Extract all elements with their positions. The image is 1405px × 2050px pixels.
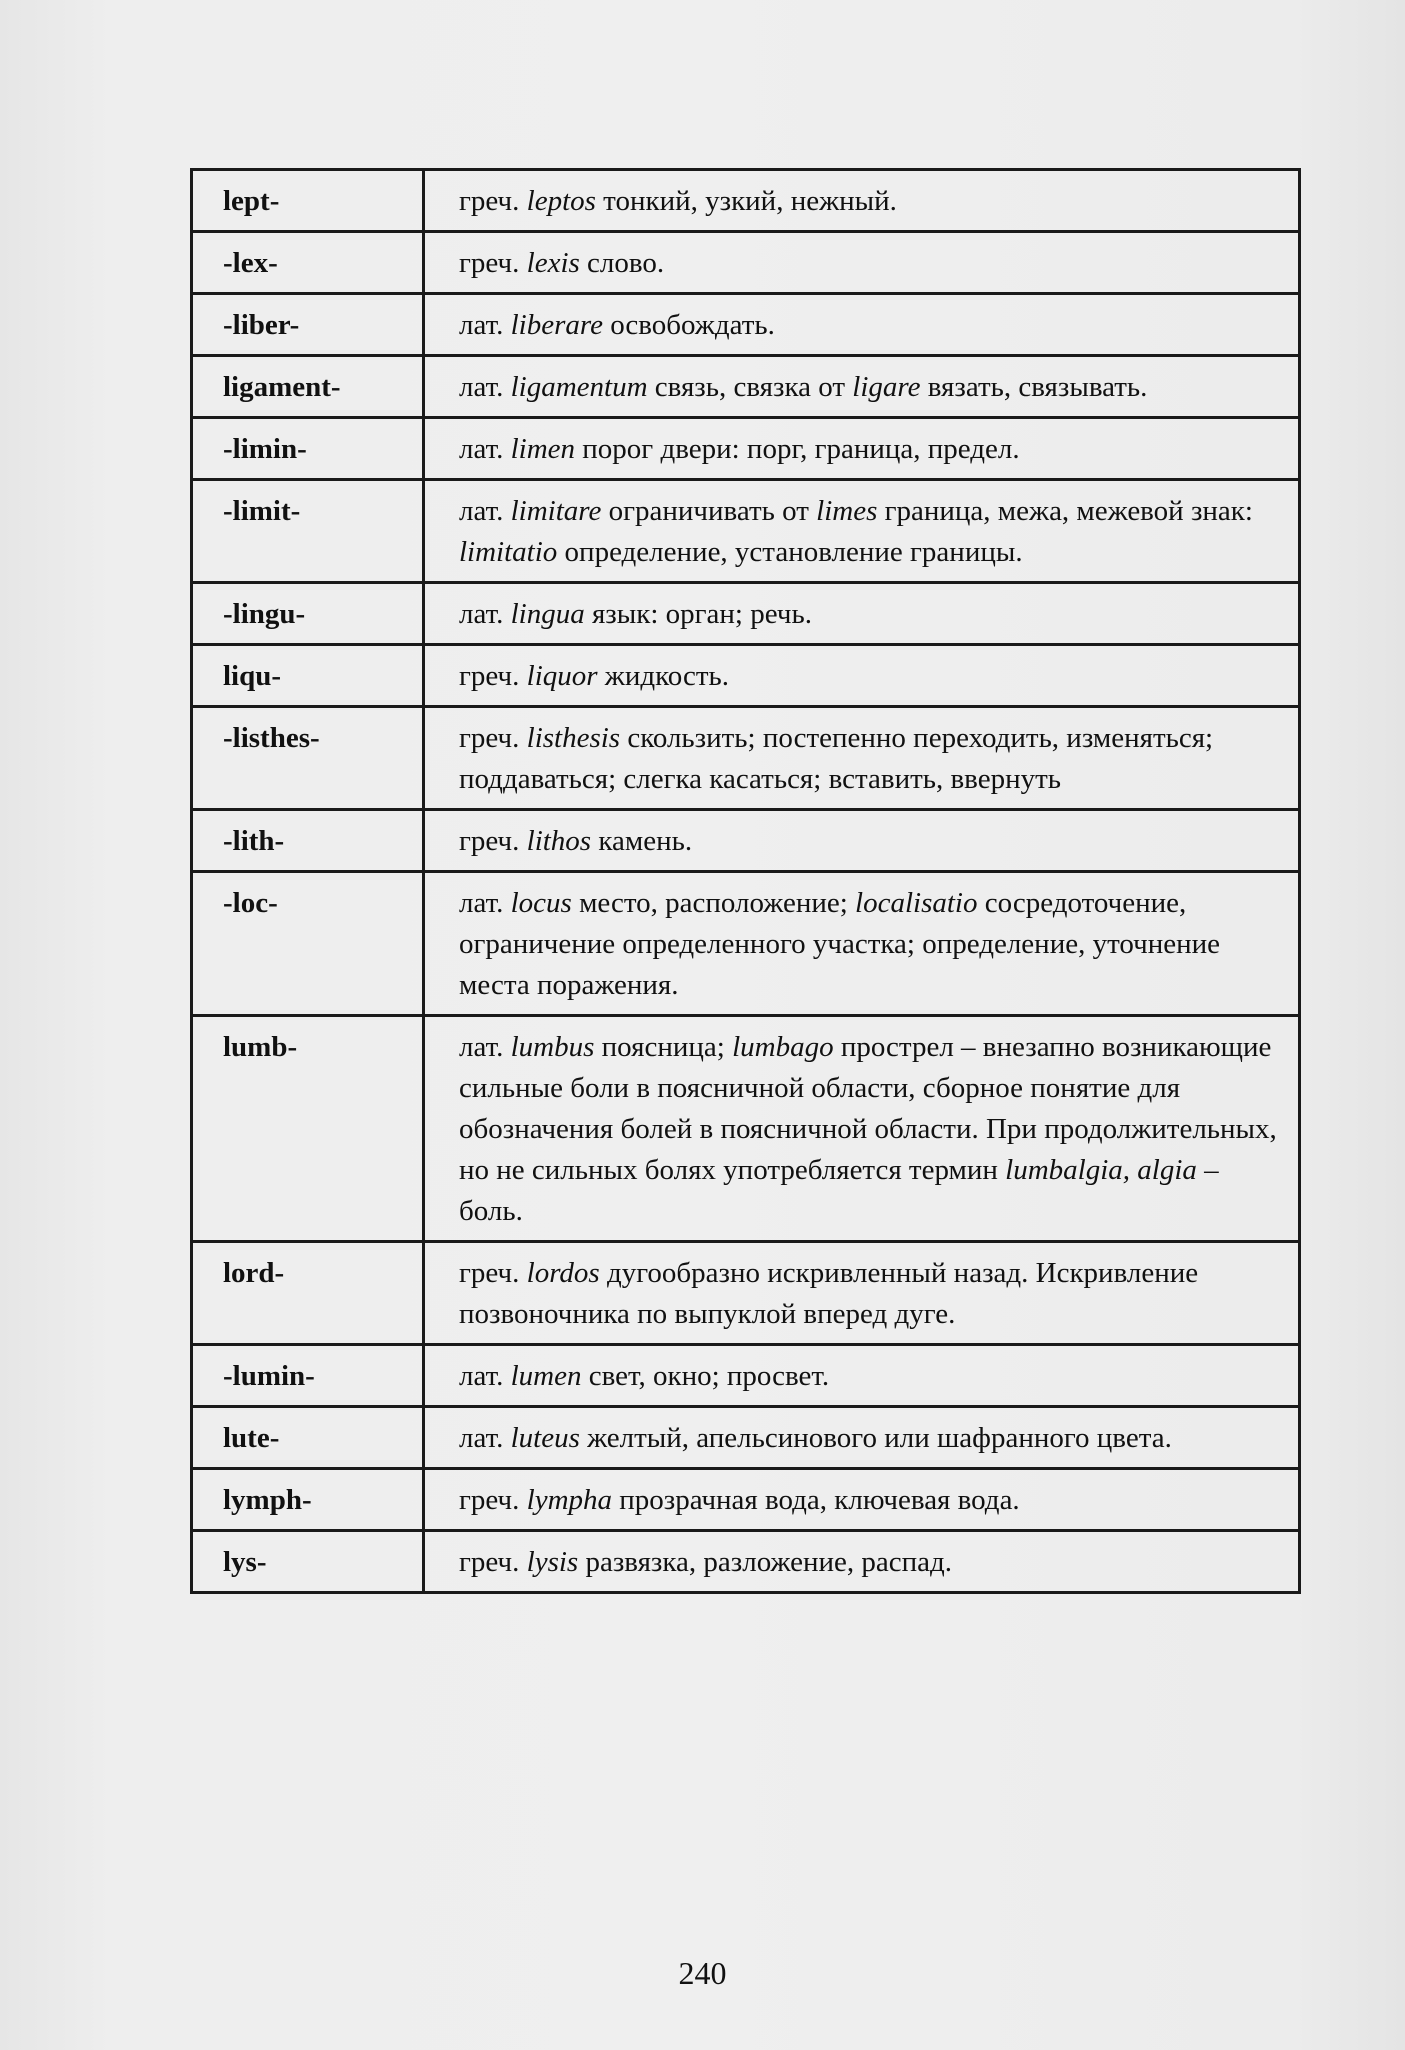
table-row <box>192 294 1300 356</box>
definition-text: греч. <box>459 722 527 754</box>
definition-italic-word: algia <box>1137 1154 1197 1186</box>
definition-cell <box>424 480 1300 583</box>
term-cell: -lex- <box>192 232 424 294</box>
term-cell: -lingu- <box>192 583 424 645</box>
definition-text: лат. <box>459 495 511 527</box>
definition-text: поясница; <box>594 1031 733 1063</box>
definition-cell <box>424 294 1300 356</box>
term-cell: lord- <box>192 1242 424 1345</box>
definition-italic-word: lumbago <box>732 1031 834 1063</box>
definition-text: лат. <box>459 371 511 403</box>
definition-text: лат. <box>459 887 511 919</box>
term-cell: -loc- <box>192 872 424 1016</box>
definition-text: тонкий, узкий, нежный. <box>595 185 897 217</box>
definition-cell <box>424 1469 1300 1531</box>
definition-cell <box>424 418 1300 480</box>
table-row <box>192 170 1300 232</box>
definition-text: определение, установление границы. <box>557 536 1023 568</box>
definition-cell <box>424 645 1300 707</box>
definition-text: греч. <box>459 1546 527 1578</box>
table-row <box>192 1469 1300 1531</box>
page-number: 240 <box>678 1955 727 1991</box>
definition-text: лат. <box>459 309 511 341</box>
table-row <box>192 1407 1300 1469</box>
definition-text: язык: орган; речь. <box>584 598 812 630</box>
definition-cell <box>424 1345 1300 1407</box>
definition-italic-word: listhesis <box>526 722 621 754</box>
definition-italic-word: lithos <box>526 825 592 857</box>
term-cell: -lumin- <box>192 1345 424 1407</box>
definition-cell <box>424 170 1300 232</box>
definition-cell <box>424 1531 1300 1593</box>
definition-italic-word: lumen <box>510 1360 582 1392</box>
definition-text: развязка, разложение, распад. <box>578 1546 953 1578</box>
definition-text: греч. <box>459 185 527 217</box>
definition-italic-word: limen <box>510 433 576 465</box>
term-cell: lumb- <box>192 1016 424 1242</box>
definition-cell <box>424 232 1300 294</box>
definition-text: греч. <box>459 247 527 279</box>
definition-italic-word: locus <box>510 887 572 919</box>
term-cell: -lith- <box>192 810 424 872</box>
definition-text: греч. <box>459 660 527 692</box>
definition-text: дугообразно искривленный назад. Искривление позвоночника по выпуклой вперед дуге. <box>459 1257 1199 1330</box>
term-cell: -limin- <box>192 418 424 480</box>
term-table <box>190 168 1301 1594</box>
table-row <box>192 872 1300 1016</box>
definition-italic-word: limitatio <box>459 536 558 568</box>
term-cell: lept- <box>192 170 424 232</box>
definition-text: граница, межа, межевой знак: <box>877 495 1253 527</box>
definition-text: – боль. <box>459 1154 1219 1227</box>
definition-cell <box>424 872 1300 1016</box>
definition-italic-word: liquor <box>526 660 598 692</box>
definition-text: лат. <box>459 598 511 630</box>
table-row <box>192 810 1300 872</box>
definition-italic-word: lumbus <box>510 1031 595 1063</box>
table-row <box>192 232 1300 294</box>
definition-text: место, расположение; <box>571 887 856 919</box>
definition-text: лат. <box>459 1360 511 1392</box>
table-row <box>192 707 1300 810</box>
definition-text: желтый, апельсинового или шафранного цвета. <box>579 1422 1172 1454</box>
definition-italic-word: leptos <box>526 185 596 217</box>
definition-cell <box>424 1407 1300 1469</box>
definition-text: связь, связка от <box>647 371 853 403</box>
table-row <box>192 480 1300 583</box>
definition-italic-word: lordos <box>526 1257 600 1289</box>
definition-text: жидкость. <box>597 660 729 692</box>
definition-italic-word: liberare <box>510 309 603 341</box>
definition-cell <box>424 583 1300 645</box>
term-cell: liqu- <box>192 645 424 707</box>
definition-italic-word: luteus <box>510 1422 580 1454</box>
definition-italic-word: ligare <box>852 371 921 403</box>
definition-cell <box>424 356 1300 418</box>
definition-text: греч. <box>459 1484 527 1516</box>
definition-cell <box>424 810 1300 872</box>
term-cell: lymph- <box>192 1469 424 1531</box>
definition-text: лат. <box>459 1031 511 1063</box>
term-cell: ligament- <box>192 356 424 418</box>
term-cell: lys- <box>192 1531 424 1593</box>
definition-italic-word: localisatio <box>855 887 978 919</box>
definition-cell <box>424 707 1300 810</box>
definition-italic-word: lympha <box>526 1484 613 1516</box>
definition-text: ограничивать от <box>601 495 817 527</box>
term-cell: -limit- <box>192 480 424 583</box>
definition-text: лат. <box>459 433 511 465</box>
table-row <box>192 1531 1300 1593</box>
table-row <box>192 645 1300 707</box>
table-row <box>192 1016 1300 1242</box>
definition-text: греч. <box>459 1257 527 1289</box>
definition-text: лат. <box>459 1422 511 1454</box>
term-cell: lute- <box>192 1407 424 1469</box>
definition-italic-word: lexis <box>526 247 580 279</box>
table-row <box>192 583 1300 645</box>
definition-text: слово. <box>579 247 665 279</box>
definition-text: вязать, связывать. <box>920 371 1148 403</box>
definition-italic-word: lingua <box>510 598 585 630</box>
term-cell: -liber- <box>192 294 424 356</box>
definition-text: скользить; постепенно переходить, изменяться; поддаваться; слегка касаться; вставить, ввернуть <box>459 722 1214 795</box>
definition-italic-word: lumbalgia, <box>1005 1154 1131 1186</box>
definition-text: прострел – внезапно возникающие сильные боли в поясничной области, сборное понятие для обозначения болей в поясничной области. При продолжительных, но не сильных болях употребляется термин <box>459 1031 1277 1186</box>
definition-cell <box>424 1242 1300 1345</box>
table-row <box>192 418 1300 480</box>
definition-text: прозрачная вода, ключевая вода. <box>612 1484 1020 1516</box>
definition-italic-word: ligamentum <box>510 371 648 403</box>
definition-cell <box>424 1016 1300 1242</box>
definition-italic-word: limes <box>816 495 878 527</box>
table-row <box>192 356 1300 418</box>
definition-italic-word: lysis <box>526 1546 579 1578</box>
definition-text: сосредоточение, ограничение определенного участка; определение, уточнение места поражения. <box>459 887 1221 1001</box>
table-row <box>192 1345 1300 1407</box>
definition-text: освобождать. <box>602 309 775 341</box>
definition-text: свет, окно; просвет. <box>581 1360 830 1392</box>
table-row <box>192 1242 1300 1345</box>
definition-italic-word: limitare <box>510 495 602 527</box>
definition-text: камень. <box>591 825 693 857</box>
term-table-body <box>192 170 1300 1593</box>
definition-text: греч. <box>459 825 527 857</box>
definition-text: порог двери: порг, граница, предел. <box>575 433 1020 465</box>
term-cell: -listhes- <box>192 707 424 810</box>
